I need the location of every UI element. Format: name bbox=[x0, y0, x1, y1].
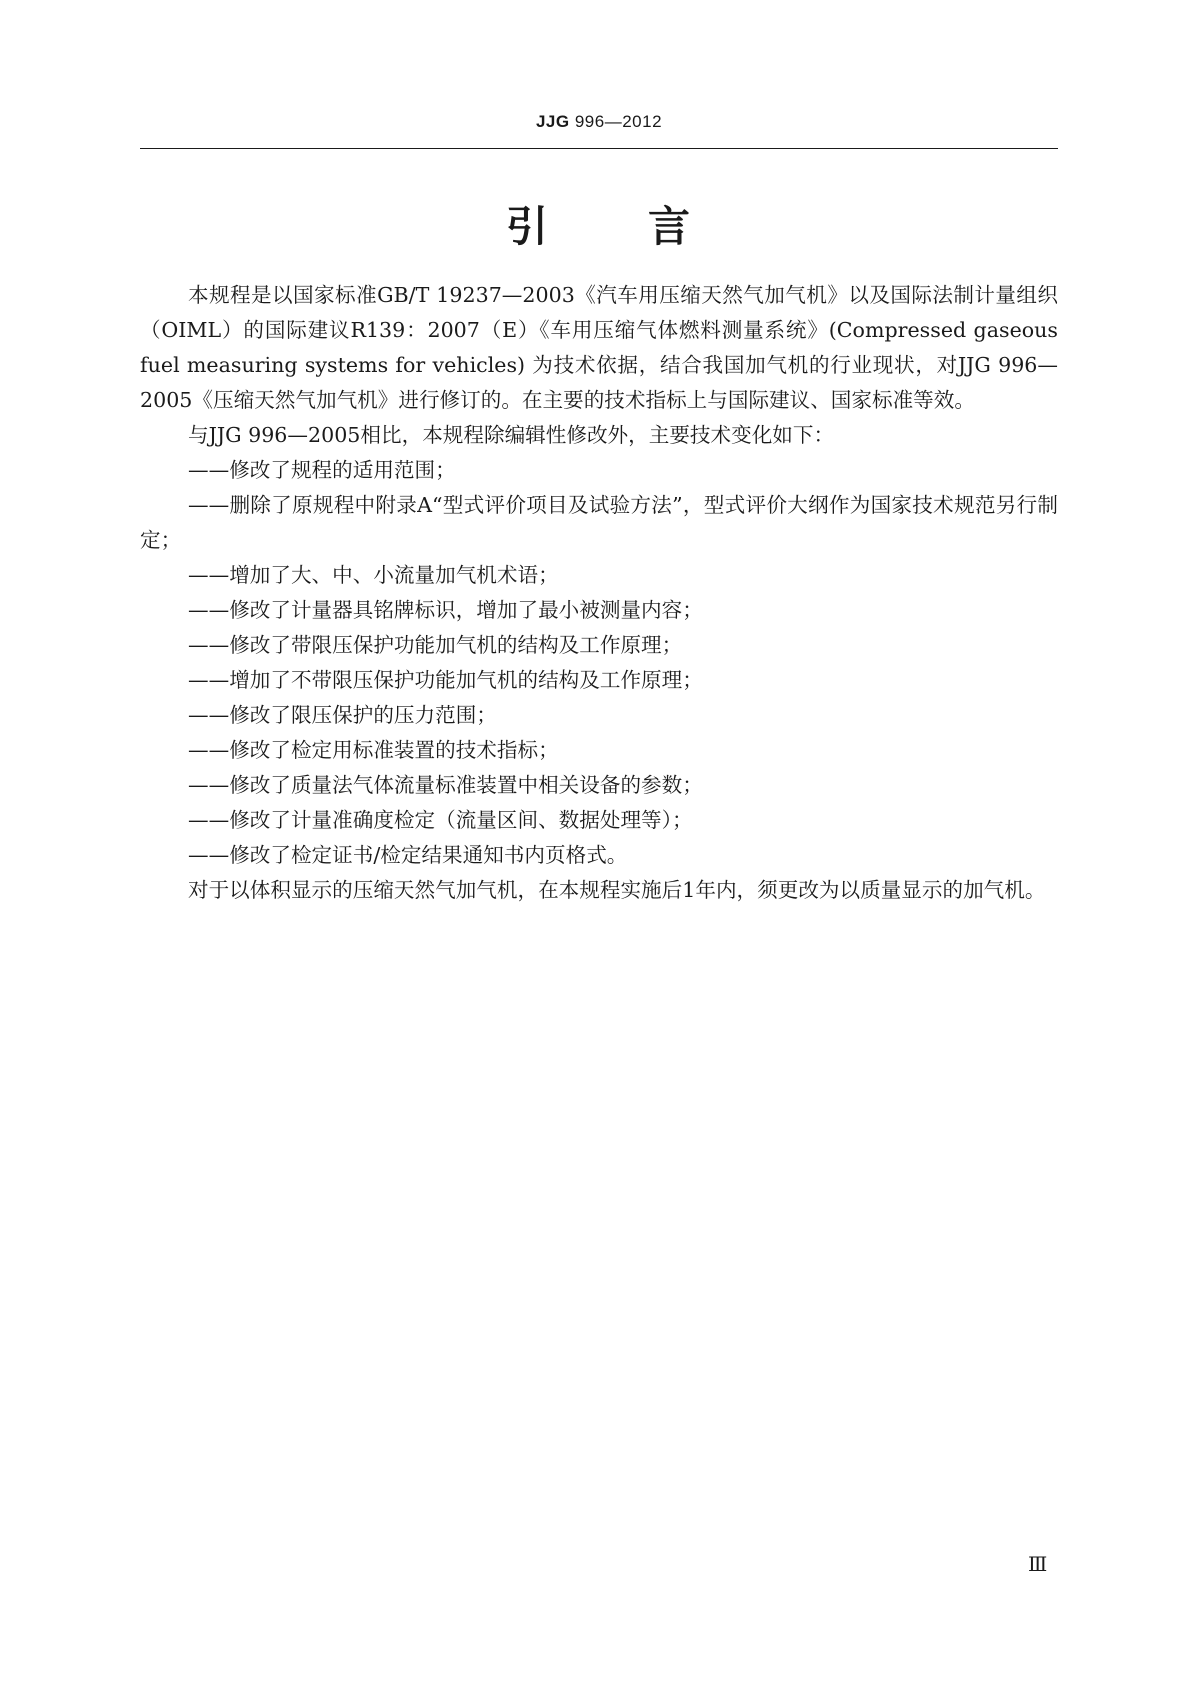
page-title bbox=[140, 194, 1058, 254]
change-item: ——增加了不带限压保护功能加气机的结构及工作原理； bbox=[188, 668, 703, 692]
closing-paragraph: 对于以体积显示的压缩天然气加气机，在本规程实施后1年内，须更改为以质量显示的加气机。 bbox=[188, 878, 1046, 902]
intro-paragraph: 本规程是以国家标准GB/T 19237—2003《汽车用压缩天然气加气机》以及国际法制计量组织（OIML）的国际建议R139：2007（E）《车用压缩气体燃料测量系统》(Compressed gaseous fuel measuring systems for vehicles) 为技术依据，结合我国加气机的行业现状，对JJG 996—2005《压缩天然气加气机》进行修订的。在主要的技术指标上与国际建议、国家标准等效。 bbox=[140, 283, 1058, 412]
change-item: ——修改了检定用标准装置的技术指标； bbox=[188, 738, 559, 762]
page-number: Ⅲ bbox=[1028, 1552, 1048, 1576]
document-code-number: 996—2012 bbox=[574, 112, 663, 131]
document-code-prefix: JJG bbox=[535, 112, 570, 131]
body-content bbox=[140, 278, 1058, 908]
change-item: ——修改了规程的适用范围； bbox=[188, 458, 456, 482]
change-item: ——修改了质量法气体流量标准装置中相关设备的参数； bbox=[188, 773, 703, 797]
change-item: ——修改了计量准确度检定（流量区间、数据处理等）； bbox=[188, 808, 693, 832]
change-item: ——修改了计量器具铭牌标识，增加了最小被测量内容； bbox=[188, 598, 703, 622]
document-code-header bbox=[140, 112, 1058, 132]
header-rule bbox=[140, 148, 1058, 149]
change-item: ——删除了原规程中附录A“型式评价项目及试验方法”，型式评价大纲作为国家技术规范另行制定； bbox=[140, 493, 1058, 552]
title-char-2: 言 bbox=[648, 202, 693, 251]
change-item: ——修改了带限压保护功能加气机的结构及工作原理； bbox=[188, 633, 683, 657]
changes-intro-paragraph: 与JJG 996—2005相比，本规程除编辑性修改外，主要技术变化如下： bbox=[188, 423, 835, 447]
title-char-1: 引 bbox=[505, 202, 550, 251]
change-item: ——增加了大、中、小流量加气机术语； bbox=[188, 563, 559, 587]
change-item: ——修改了检定证书/检定结果通知书内页格式。 bbox=[188, 843, 628, 867]
change-item: ——修改了限压保护的压力范围； bbox=[188, 703, 497, 727]
